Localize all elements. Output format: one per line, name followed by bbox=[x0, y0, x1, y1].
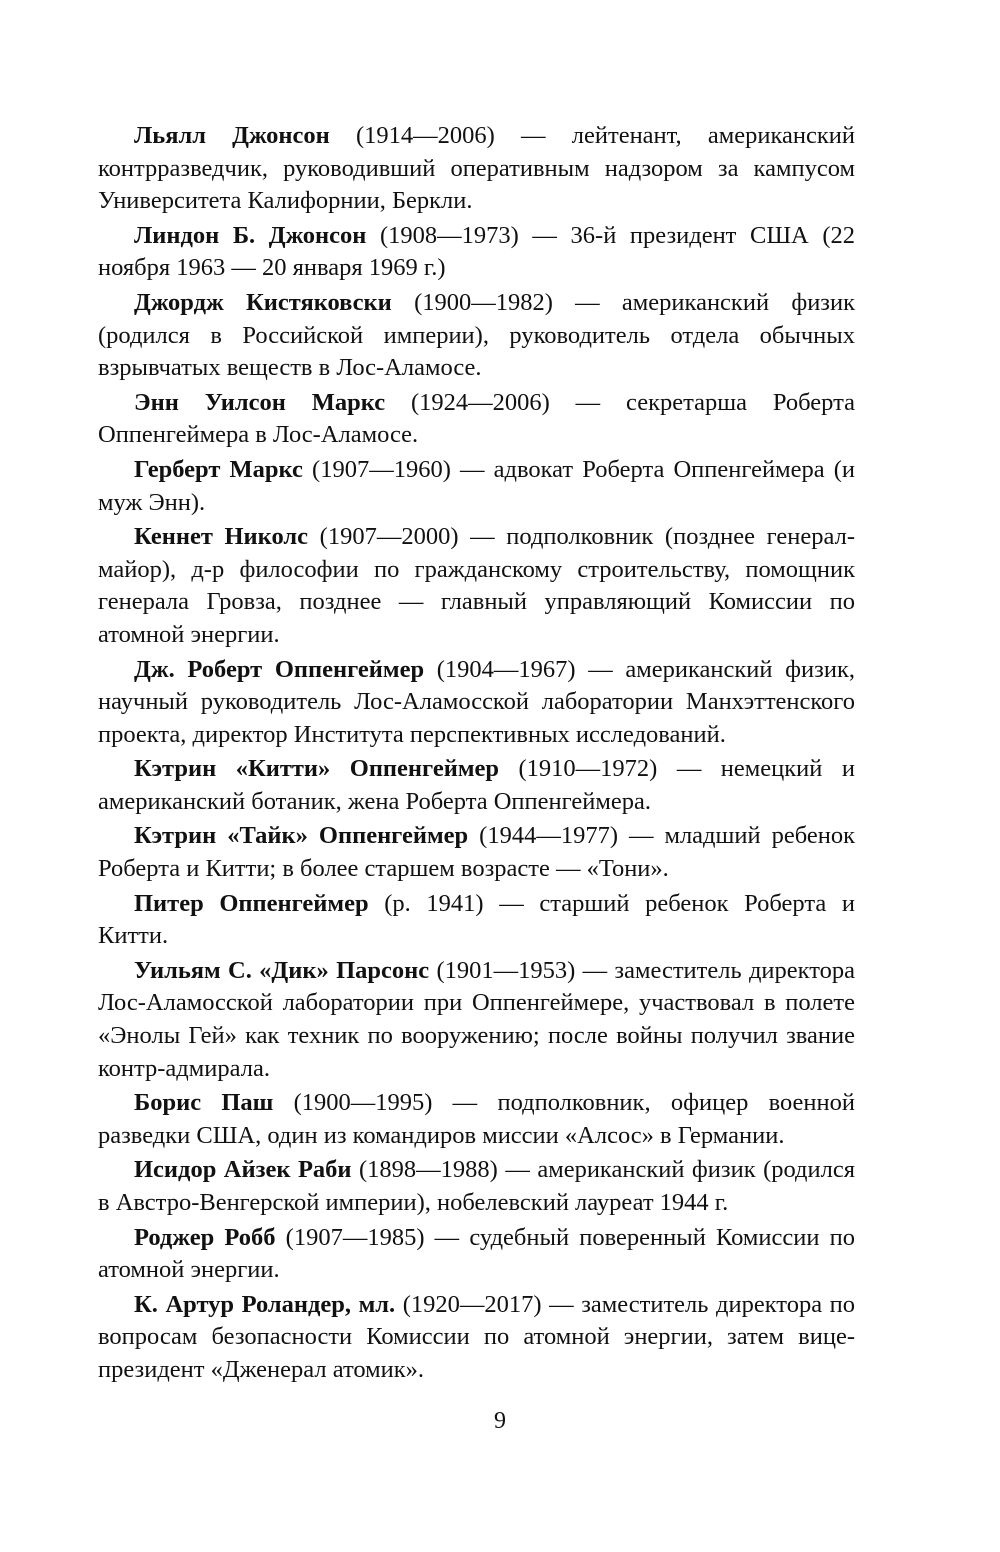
person-name: Кеннет Николс bbox=[134, 523, 309, 551]
person-name: Кэтрин «Тайк» Оппенгеймер bbox=[134, 822, 469, 850]
person-description: (р. 1941) — старший ребенок Роберта и Китти. bbox=[98, 889, 855, 950]
biography-entry bbox=[98, 955, 855, 1085]
biography-entry bbox=[98, 820, 855, 885]
biography-entry bbox=[98, 287, 855, 385]
person-name: Джордж Кистяковски bbox=[134, 288, 392, 316]
person-name: Дж. Роберт Оппенгеймер bbox=[134, 655, 425, 683]
biography-entry bbox=[98, 1222, 855, 1287]
biography-entry bbox=[98, 1154, 855, 1219]
biography-entry bbox=[98, 220, 855, 285]
person-description: (1907—1960) — адвокат Роберта Оппенгеймера (и муж Энн). bbox=[98, 455, 855, 516]
person-name: Роджер Робб bbox=[134, 1223, 276, 1251]
person-description: (1914—2006) — лейтенант, американский контрразведчик, руководивший оперативным надзором за кампусом Университета Калифорнии, Беркли. bbox=[98, 122, 855, 215]
biography-entry bbox=[98, 654, 855, 752]
document-page bbox=[98, 120, 855, 1389]
person-name: К. Артур Роландер, мл. bbox=[134, 1290, 396, 1318]
person-name: Исидор Айзек Раби bbox=[134, 1156, 352, 1184]
biography-entry bbox=[98, 1087, 855, 1152]
person-description: (1907—1985) — судебный поверенный Комиссии по атомной энергии. bbox=[98, 1223, 856, 1284]
person-description: (1904—1967) — американский физик, научный руководитель Лос-Аламосской лаборатории Манхэттенского проекта, директор Института перспективных исследований. bbox=[98, 655, 855, 748]
person-name: Линдон Б. Джонсон bbox=[134, 221, 367, 249]
biography-entry bbox=[98, 454, 855, 519]
biography-entry bbox=[98, 753, 855, 818]
biography-entry bbox=[98, 521, 855, 651]
person-description: (1920—2017) — заместитель директора по вопросам безопасности Комиссии по атомной энергии, затем вице-президент «Дженерал атомик». bbox=[98, 1290, 855, 1383]
person-name: Энн Уилсон Маркс bbox=[134, 388, 386, 416]
person-description: (1907—2000) — подполковник (позднее генерал-майор), д-р философии по гражданскому строительству, помощник генерала Гровза, позднее — главный управляющий Комиссии по атомной энергии. bbox=[98, 523, 855, 648]
person-description: (1908—1973) — 36-й президент США (22 ноября 1963 — 20 января 1969 г.) bbox=[98, 221, 856, 282]
person-name: Борис Паш bbox=[134, 1089, 274, 1117]
page-number: 9 bbox=[494, 1408, 506, 1434]
person-name: Герберт Маркс bbox=[134, 455, 303, 483]
person-description: (1900—1982) — американский физик (родился в Российской империи), руководитель отдела обычных взрывчатых веществ в Лос-Аламосе. bbox=[98, 288, 855, 382]
person-name: Уильям С. «Дик» Парсонс bbox=[134, 956, 430, 984]
person-description: (1901—1953) — заместитель директора Лос-Аламосской лаборатории при Оппенгеймере, участвовал в полете «Энолы Гей» как техник по вооружению; после войны получил звание контр-адмирала. bbox=[98, 956, 856, 1082]
person-name: Льялл Джонсон bbox=[134, 122, 330, 149]
biography-entry bbox=[98, 387, 855, 452]
person-name: Питер Оппенгеймер bbox=[134, 889, 369, 917]
person-description: (1910—1972) — немецкий и американский ботаник, жена Роберта Оппенгеймера. bbox=[98, 755, 855, 815]
person-name: Кэтрин «Китти» Оппенгеймер bbox=[134, 755, 500, 783]
person-description: (1900—1995) — подполковник, офицер военной разведки США, один из командиров миссии «Алсос» в Германии. bbox=[98, 1089, 855, 1149]
biography-entry bbox=[98, 888, 855, 953]
person-description: (1924—2006) — секретарша Роберта Оппенгеймера в Лос-Аламосе. bbox=[98, 388, 855, 449]
person-description: (1898—1988) — американский физик (родился в Австро-Венгерской империи), нобелевский лауреат 1944 г. bbox=[98, 1156, 856, 1216]
biography-entry bbox=[98, 1289, 855, 1387]
person-description: (1944—1977) — младший ребенок Роберта и Китти; в более старшем возрасте — «Тони». bbox=[98, 822, 855, 883]
biography-entry bbox=[98, 120, 855, 218]
